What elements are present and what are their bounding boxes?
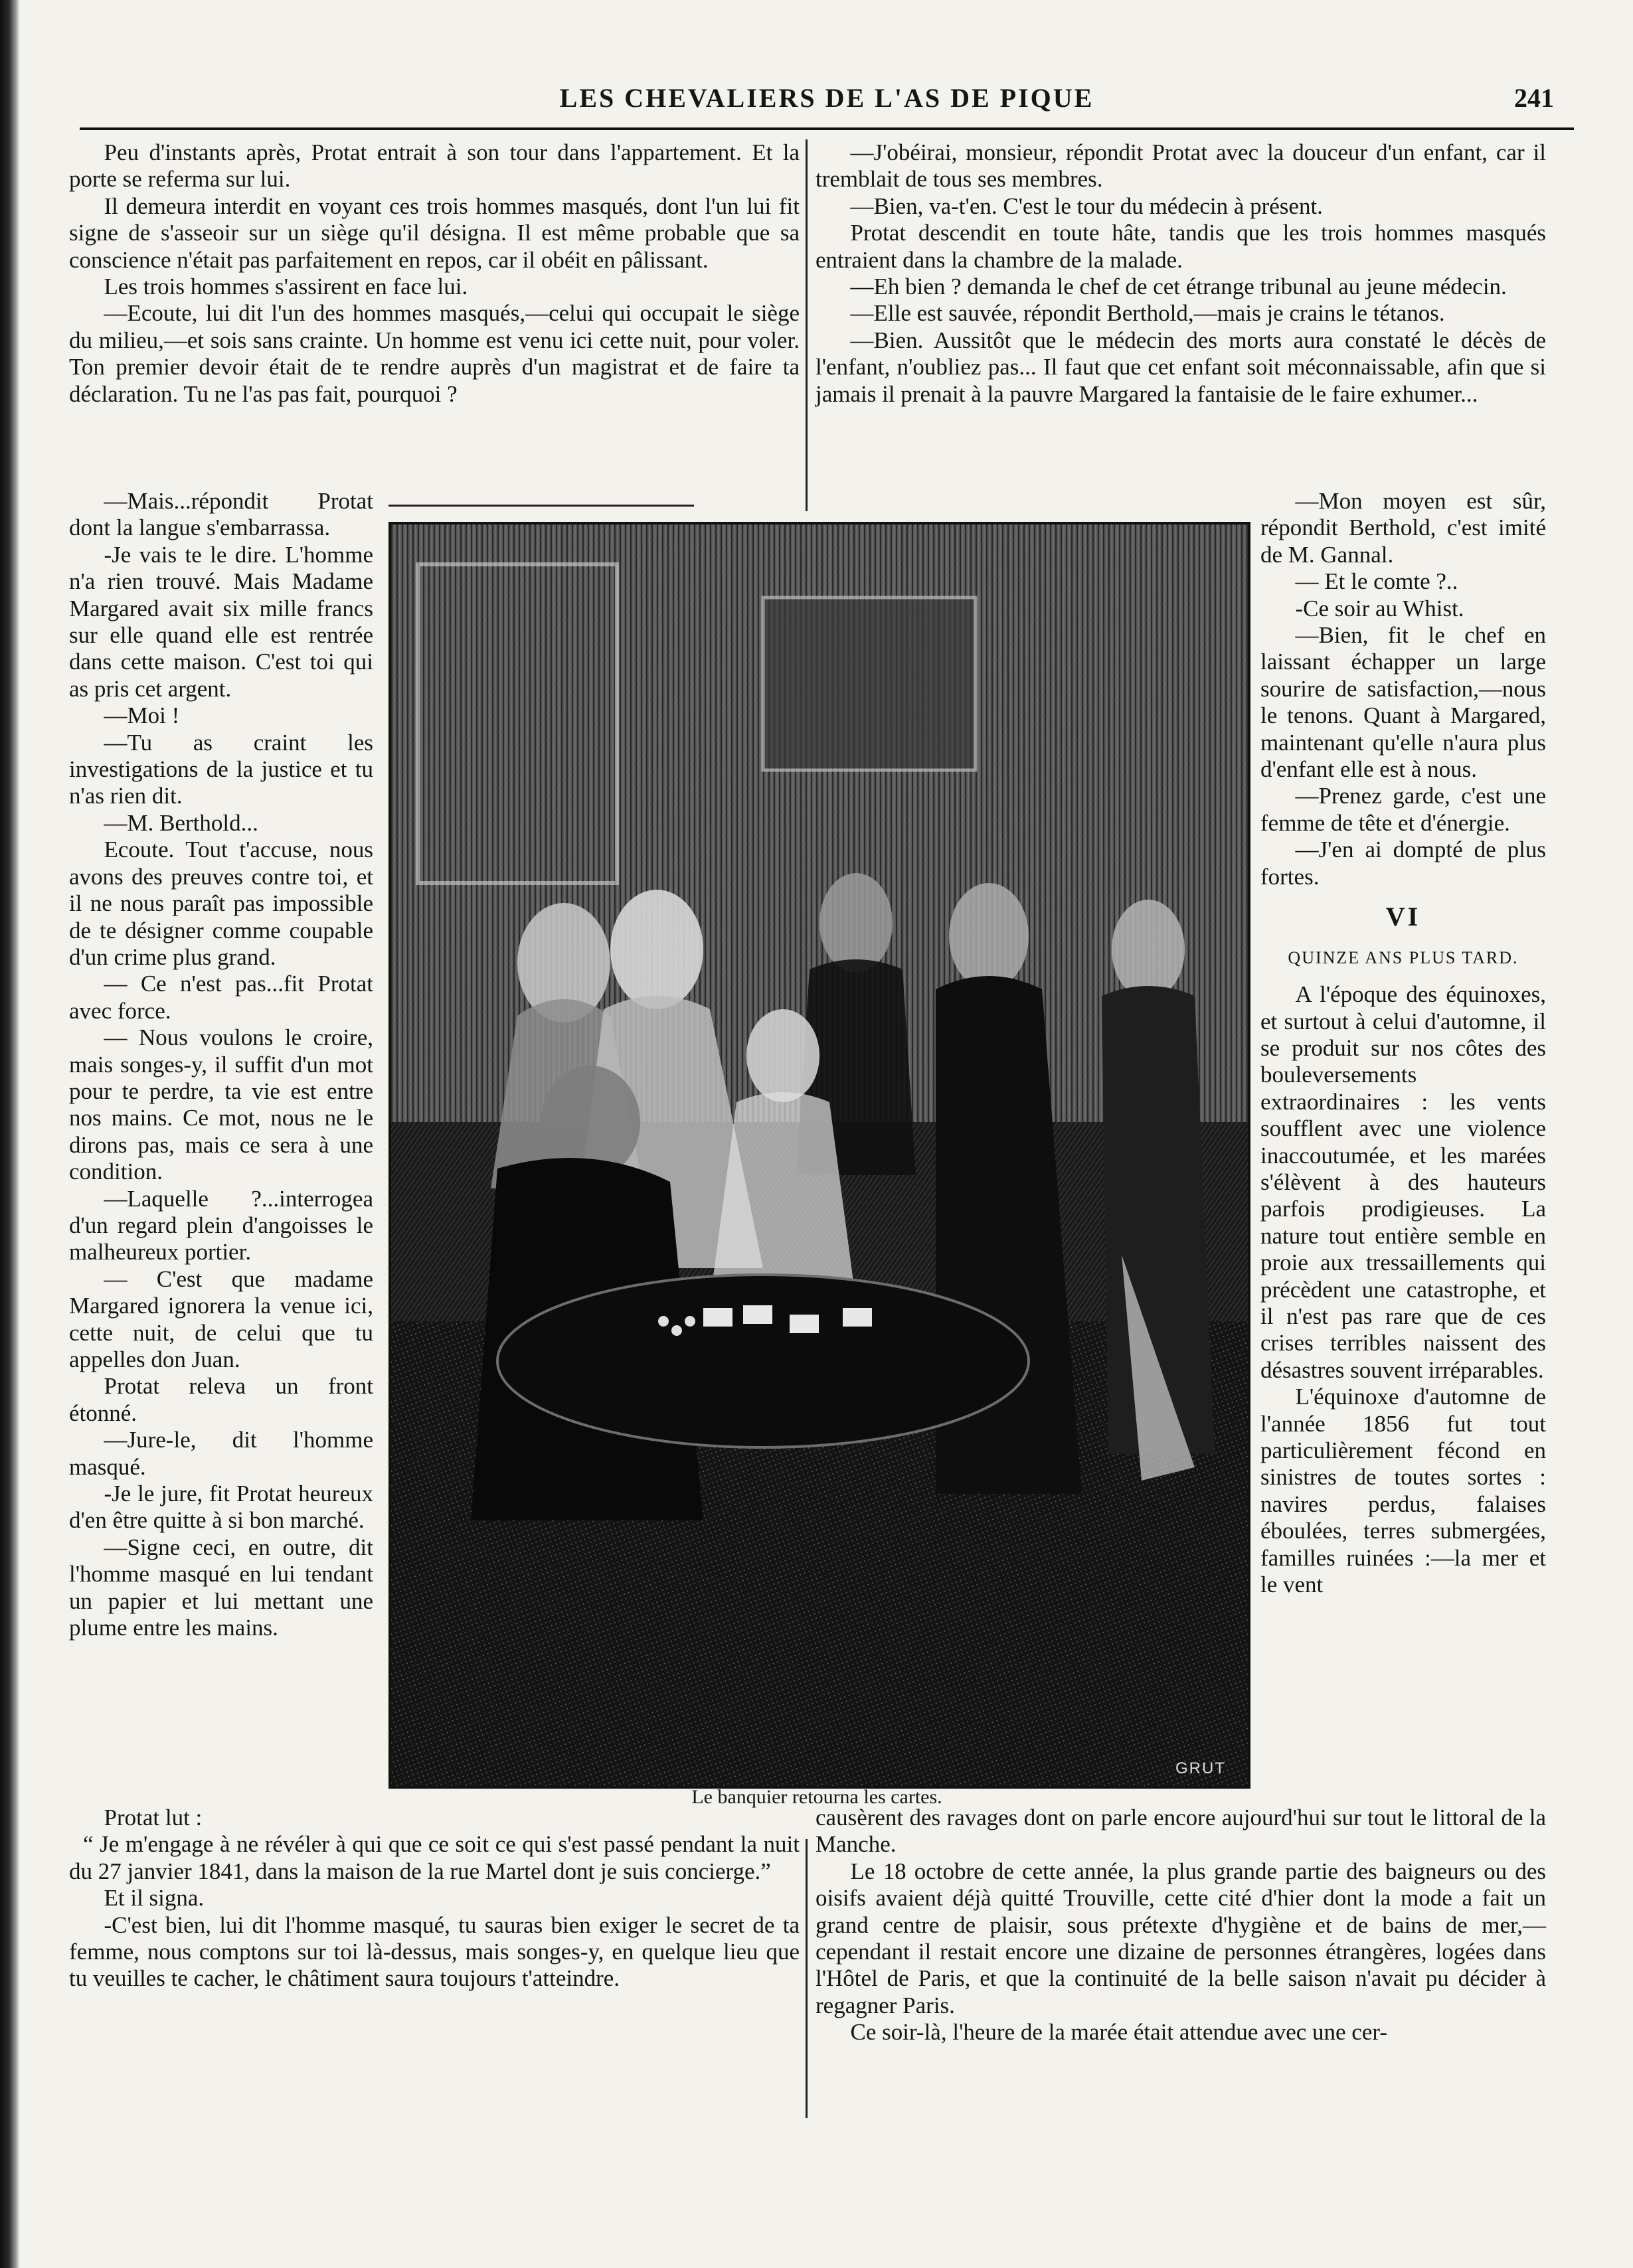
paragraph: —Jure-le, dit l'homme masqué. <box>69 1427 373 1480</box>
book-spine-edge <box>0 0 20 2268</box>
running-title: LES CHEVALIERS DE L'AS DE PIQUE <box>559 83 1094 113</box>
paragraph: -C'est bien, lui dit l'homme masqué, tu sauras bien exiger le secret de ta femme, nous comptons sur toi là-dessus, mais songes-y, en quelque lieu que tu veuilles te cacher, le châtiment saura toujours t'atteindre. <box>69 1911 800 1992</box>
page-header <box>80 74 1574 130</box>
right-column-narrow <box>1260 488 1546 1598</box>
right-column-bottom <box>816 1805 1546 2046</box>
paragraph: — Et le comte ?.. <box>1295 568 1458 595</box>
paragraph: —Laquelle ?...interrogea d'un regard plein d'angoisses le malheureux portier. <box>69 1185 373 1265</box>
paragraph: —Prenez garde, c'est une femme de tête et d'énergie. <box>1260 783 1546 836</box>
paragraph: Peu d'instants après, Protat entrait à son tour dans l'appartement. Et la porte se referma sur lui. <box>69 139 800 193</box>
paragraph: Protat releva un front étonné. <box>69 1373 373 1426</box>
paragraph: causèrent des ravages dont on parle encore aujourd'hui sur tout le littoral de la Manche. <box>816 1805 1546 1858</box>
column-divider-bottom <box>806 1839 808 2118</box>
left-column-bottom <box>69 1805 800 1992</box>
paragraph: —Bien, va-t'en. C'est le tour du médecin à présent. <box>850 193 1323 219</box>
illustration-caption: Le banquier retourna les cartes. <box>691 1786 942 1808</box>
paragraph: —Bien, fit le chef en laissant échapper un large sourire de satisfaction,—nous le tenons. Quant à Margared, maintenant qu'elle n'aura plus d'enfant elle est à nous. <box>1260 622 1546 783</box>
paragraph: —Ecoute, lui dit l'un des hommes masqués,—celui qui occupait le siège du milieu,—et sois sans crainte. Un homme est venu ici cette nuit, pour voler. Ton premier devoir était de te rendre auprès d'un magistrat et de faire ta déclaration. Tu ne l'as pas fait, pourquoi ? <box>69 300 800 407</box>
paragraph: Et il signa. <box>104 1885 205 1911</box>
paragraph: —Elle est sauvée, répondit Berthold,—mais je crains le tétanos. <box>850 300 1445 327</box>
paragraph: Protat descendit en toute hâte, tandis que les trois hommes masqués entraient dans la chambre de la malade. <box>816 220 1546 273</box>
paragraph: —J'en ai dompté de plus fortes. <box>1260 837 1546 890</box>
card-game-engraving <box>388 522 1250 1789</box>
quoted-declaration: “ Je m'engage à ne révéler à qui que ce soit ce qui s'est passé pendant la nuit du 27 janvier 1841, dans la maison de la rue Martel dont je suis concierge.” <box>69 1831 800 1884</box>
paragraph: Il demeura interdit en voyant ces trois hommes masqués, dont l'un lui fit signe de s'asseoir sur un siège qu'il désigna. Il est même probable que sa conscience n'était pas parfaitement en repos, car il obéit en pâlissant. <box>69 193 800 273</box>
paragraph: L'équinoxe d'automne de l'année 1856 fut tout particulièrement fécond en sinistres de toutes sortes : navires perdus, falaises éboulées, terres submergées, familles ruinées :—la mer et le vent <box>1260 1384 1546 1598</box>
paragraph: —M. Berthold... <box>104 809 258 836</box>
column-divider-top <box>806 139 808 511</box>
engraver-signature: GRUT <box>1175 1759 1226 1777</box>
paragraph: — Ce n'est pas...fit Protat avec force. <box>69 971 373 1024</box>
paragraph: -Je vais te le dire. L'homme n'a rien trouvé. Mais Madame Margared avait six mille francs sur elle quand elle est rentrée dans cette maison. C'est toi qui as pris cet argent. <box>69 541 373 702</box>
page-number: 241 <box>1514 83 1554 113</box>
paragraph: Le 18 octobre de cette année, la plus grande partie des baigneurs ou des oisifs avaient déjà quitté Trouville, cette cité d'hier dont la mode a fait un grand centre de plaisir, sous prétexte d'hygiène et de bains de mer,—cependant il restait encore une dizaine de personnes étrangères, logées dans l'Hôtel de Paris, et que la continuité de la belle saison n'avait pu décider à regagner Paris. <box>816 1858 1546 2018</box>
paragraph: —Signe ceci, en outre, dit l'homme masqué en lui tendant un papier et lui mettant une plume entre les mains. <box>69 1534 373 1641</box>
paragraph: —Tu as craint les investigations de la justice et tu n'as rien dit. <box>69 729 373 809</box>
paragraph: Protat lut : <box>104 1805 203 1830</box>
paragraph: —Mon moyen est sûr, répondit Berthold, c'est imité de M. Gannal. <box>1260 488 1546 568</box>
paragraph: -Ce soir au Whist. <box>1295 595 1464 621</box>
right-column-top <box>816 139 1546 408</box>
paragraph: —Bien. Aussitôt que le médecin des morts aura constaté le décès de l'enfant, n'oubliez pas... Il faut que cet enfant soit méconnaissable, afin que si jamais il prenait à la pauvre Margared la fantaisie de le faire exhumer... <box>816 327 1546 407</box>
paragraph: —Eh bien ? demanda le chef de cet étrange tribunal au jeune médecin. <box>850 274 1507 300</box>
left-column-narrow <box>69 488 373 1641</box>
paragraph: A l'époque des équinoxes, et surtout à celui d'automne, il se produit sur nos côtes des bouleversements extraordinaires : les vents soufflent avec une violence inaccoutumée, et les marées s'élèvent à des hauteurs parfois prodigieuses. La nature tout entière semble en proie aux tressaillements qui précèdent une catastrophe, et il n'est pas rare que de ces crises terribles naissent des désastres souvent irréparables. <box>1260 981 1546 1383</box>
paragraph: —Mais...répondit Protat dont la langue s'embarrassa. <box>69 488 373 541</box>
chapter-number: VI <box>1385 902 1421 932</box>
paragraph: —Moi ! <box>104 702 180 729</box>
paragraph: Ce soir-là, l'heure de la marée était attendue avec une cer- <box>850 2019 1387 2046</box>
paragraph: — C'est que madame Margared ignorera la venue ici, cette nuit, de celui que tu appelles don Juan. <box>69 1265 373 1372</box>
paragraph: -Je le jure, fit Protat heureux d'en être quitte à si bon marché. <box>69 1481 373 1534</box>
paragraph: Ecoute. Tout t'accuse, nous avons des preuves contre toi, et il ne nous paraît pas impossible de te désigner comme coupable d'un crime plus grand. <box>69 837 373 970</box>
illustration-top-rule <box>388 505 694 507</box>
chapter-title: QUINZE ANS PLUS TARD. <box>1288 948 1519 968</box>
paragraph: — Nous voulons le croire, mais songes-y, il suffit d'un mot pour te perdre, ta vie est entre nos mains. Ce mot, nous ne le dirons pas, mais ce sera à une condition. <box>69 1024 373 1185</box>
paragraph: Les trois hommes s'assirent en face lui. <box>104 274 468 300</box>
paragraph: —J'obéirai, monsieur, répondit Protat avec la douceur d'un enfant, car il tremblait de tous ses membres. <box>816 139 1546 193</box>
left-column-top <box>69 139 800 408</box>
